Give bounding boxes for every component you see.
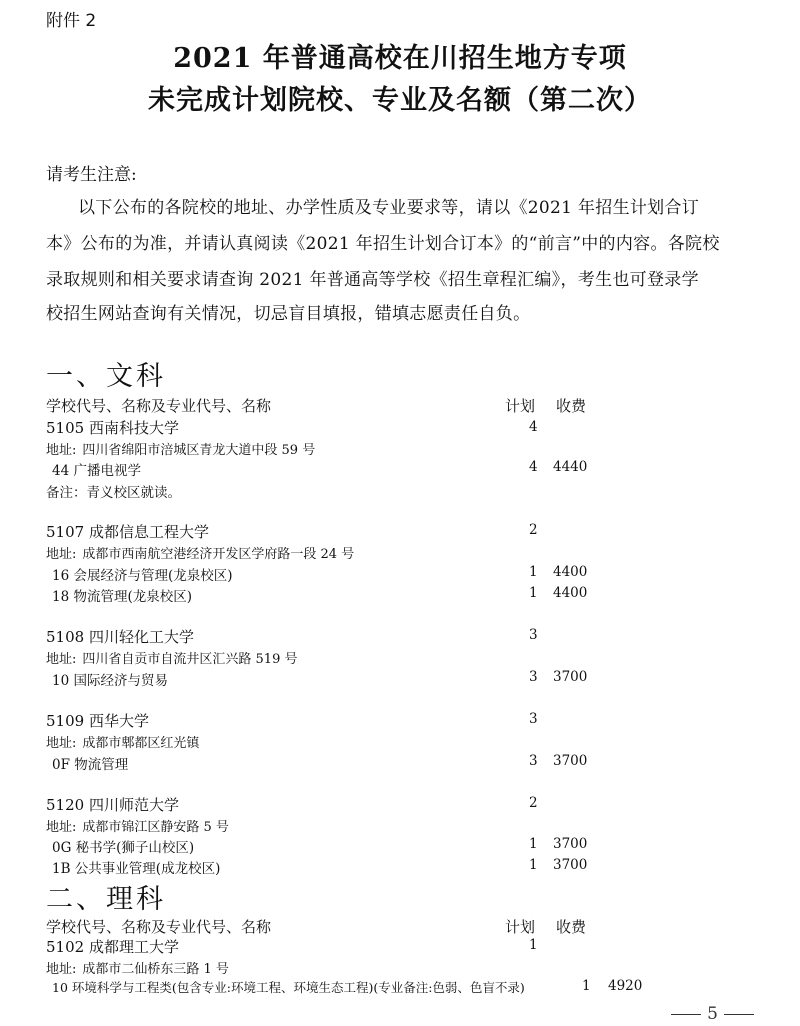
table-header-name: 学校代号、名称及专业代号、名称 (46, 397, 272, 415)
school-name: 5108 四川轻化工大学 (46, 628, 194, 646)
major-fee: 4920 (608, 978, 643, 994)
section-title-liberal-arts: 一、文科 (46, 361, 166, 392)
address-text: 成都市二仙桥东三路 1 号 (82, 962, 229, 977)
attachment-label: 附件 2 (46, 11, 97, 31)
document-title-line1: 2021 年普通高校在川招生地方专项 (173, 43, 627, 74)
major-plan: 1 (529, 564, 538, 580)
address-text: 四川省绵阳市涪城区青龙大道中段 59 号 (82, 443, 316, 458)
major-fee: 3700 (553, 753, 588, 769)
address-text: 成都市西南航空港经济开发区学府路一段 24 号 (82, 547, 355, 562)
major-fee: 3700 (553, 857, 588, 873)
major-plan: 1 (529, 836, 538, 852)
notice-line: 本》公布的为准，并请认真阅读《2021 年招生计划合订本》的“前言”中的内容。各院校 (46, 234, 720, 254)
page-number-value: 5 (707, 1004, 718, 1024)
school-address (46, 648, 297, 667)
school-name: 5102 成都理工大学 (46, 938, 179, 956)
major-plan: 1 (529, 857, 538, 873)
address-label: 地址: (46, 652, 77, 667)
major-fee: 4400 (553, 585, 588, 601)
school-name: 5105 西南科技大学 (46, 419, 179, 437)
school-note: 备注：青义校区就读。 (46, 485, 181, 501)
school-plan: 2 (529, 522, 538, 538)
table-header-name: 学校代号、名称及专业代号、名称 (46, 918, 272, 936)
major-plan: 1 (582, 978, 591, 994)
school-plan: 3 (529, 627, 538, 643)
notice-line: 校招生网站查询有关情况，切忌盲目填报，错填志愿责任自负。 (46, 304, 531, 324)
address-text: 四川省自贡市自流井区汇兴路 519 号 (82, 652, 298, 667)
school-plan: 4 (529, 419, 538, 435)
major-name: 0G 秘书学(狮子山校区) (52, 840, 195, 856)
major-name: 18 物流管理(龙泉校区) (52, 589, 193, 605)
school-plan: 1 (529, 937, 538, 953)
table-header-plan: 计划 (505, 918, 536, 936)
school-name: 5120 四川师范大学 (46, 796, 179, 814)
major-fee: 3700 (553, 836, 588, 852)
major-plan: 3 (529, 753, 538, 769)
school-plan: 3 (529, 711, 538, 727)
major-fee: 3700 (553, 669, 588, 685)
major-name: 1B 公共事业管理(成龙校区) (52, 861, 221, 877)
major-plan: 1 (529, 585, 538, 601)
school-address (46, 958, 229, 977)
address-text: 成都市锦江区静安路 5 号 (82, 820, 229, 835)
major-plan: 4 (529, 459, 538, 475)
page-dash-right (724, 1014, 754, 1015)
major-name: 44 广播电视学 (52, 463, 141, 479)
section-title-science: 二、理科 (46, 884, 166, 915)
address-label: 地址: (46, 443, 77, 458)
major-plan: 3 (529, 669, 538, 685)
address-label: 地址: (46, 820, 77, 835)
table-header-fee: 收费 (556, 918, 587, 936)
school-address (46, 732, 199, 751)
address-label: 地址: (46, 547, 77, 562)
notice-heading: 请考生注意: (46, 165, 137, 185)
major-name: 16 会展经济与管理(龙泉校区) (52, 568, 233, 584)
school-name: 5109 西华大学 (46, 712, 149, 730)
table-header-plan: 计划 (505, 397, 536, 415)
major-name: 10 国际经济与贸易 (52, 673, 168, 689)
address-label: 地址: (46, 736, 77, 751)
school-plan: 2 (529, 795, 538, 811)
school-address (46, 543, 354, 562)
major-fee: 4440 (553, 459, 588, 475)
address-label: 地址: (46, 962, 77, 977)
major-fee: 4400 (553, 564, 588, 580)
notice-line: 录取规则和相关要求请查询 2021 年普通高等学校《招生章程汇编》，考生也可登录学 (46, 270, 699, 290)
major-name: 10 环境科学与工程类(包含专业:环境工程、环境生态工程)(专业备注:色弱、色盲不录) (52, 980, 525, 995)
address-text: 成都市郫都区红光镇 (82, 736, 200, 751)
notice-line: 以下公布的各院校的地址、办学性质及专业要求等，请以《2021 年招生计划合订 (78, 198, 700, 218)
page-dash-left (671, 1014, 701, 1015)
table-header-fee: 收费 (556, 397, 587, 415)
page-number (665, 1004, 760, 1024)
school-name: 5107 成都信息工程大学 (46, 523, 209, 541)
document-title-line2: 未完成计划院校、专业及名额（第二次） (148, 85, 652, 116)
major-name: 0F 物流管理 (52, 757, 129, 773)
school-address (46, 439, 315, 458)
school-address (46, 816, 229, 835)
